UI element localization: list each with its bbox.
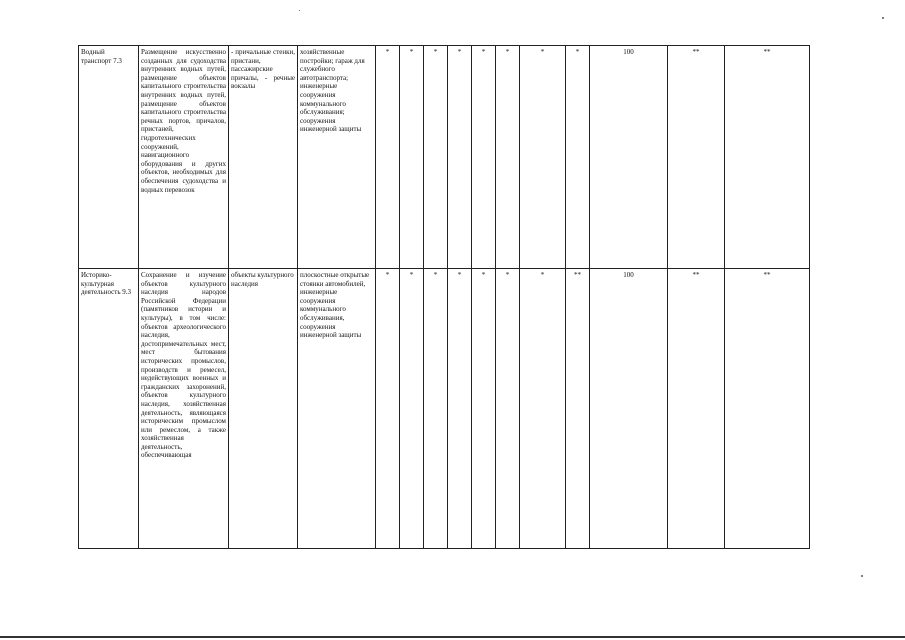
param-cell: * [496, 269, 520, 549]
zoning-regulations-table [78, 45, 810, 549]
main-permitted-uses: объекты культурного наследия [229, 269, 298, 549]
col-a-cell: ** [668, 269, 725, 549]
param-cell: * [472, 269, 496, 549]
param-cell: * [520, 269, 566, 549]
param-cell: * [376, 269, 400, 549]
scan-speck [861, 575, 863, 577]
col-b-cell: ** [725, 269, 810, 549]
scan-edge-line [0, 636, 905, 638]
use-type-description: Размещение искусственно созданных для судоходства внутренних водных путей, размещение объектов капитального строительства внутренних водных путей, размещение объектов капитального строительства речных портов, причалов, пристаней, гидротехнических сооружений, навигационного оборудования и других объектов, необходимых для обеспечения судоходства и водных перевозок [139, 46, 229, 269]
scan-speck [299, 10, 300, 11]
param-cell: * [448, 269, 472, 549]
param-cell: * [424, 46, 448, 269]
param-cell: * [520, 46, 566, 269]
col-b-cell: ** [725, 46, 810, 269]
table-row-water-transport [79, 46, 810, 269]
col-a-cell: ** [668, 46, 725, 269]
use-type-name: Водный транспорт 7.3 [79, 46, 139, 269]
param-cell: * [424, 269, 448, 549]
scan-speck [882, 17, 884, 19]
percent-cell: 100 [590, 46, 668, 269]
use-type-description: Сохранение и изучение объектов культурного наследия народов Российской Федерации (памятников истории и культуры), в том числе: объектов археологического наследия, достопримечательных мест, мест бытования исторических промыслов, производств и ремесел, недействующих военных и гражданских захоронений, объектов культурного наследия, хозяйственная деятельность, являющаяся историческим промыслом или ремеслом, а также хозяйственная деятельность, обеспечивающая [139, 269, 229, 549]
param-cell: * [448, 46, 472, 269]
auxiliary-permitted-uses: плоскостные открытые стоянки автомобилей, инженерные сооружения коммунального обслуживания, сооружения инженерной защиты [298, 269, 376, 549]
use-type-name: Историко-культурная деятельность 9.3 [79, 269, 139, 549]
param-cell: * [400, 269, 424, 549]
param-cell: * [400, 46, 424, 269]
param-cell: * [496, 46, 520, 269]
param-cell: ** [566, 269, 590, 549]
param-cell: * [376, 46, 400, 269]
percent-cell: 100 [590, 269, 668, 549]
table-row-historic-cultural [79, 269, 810, 549]
param-cell: * [566, 46, 590, 269]
auxiliary-permitted-uses: хозяйственные постройки; гараж для служебного автотранспорта; инженерные сооружения коммунального обслуживания; сооружения инженерной защиты [298, 46, 376, 269]
param-cell: * [472, 46, 496, 269]
main-permitted-uses: - причальные стенки, пристани, пассажирские причалы, - речные вокзалы [229, 46, 298, 269]
